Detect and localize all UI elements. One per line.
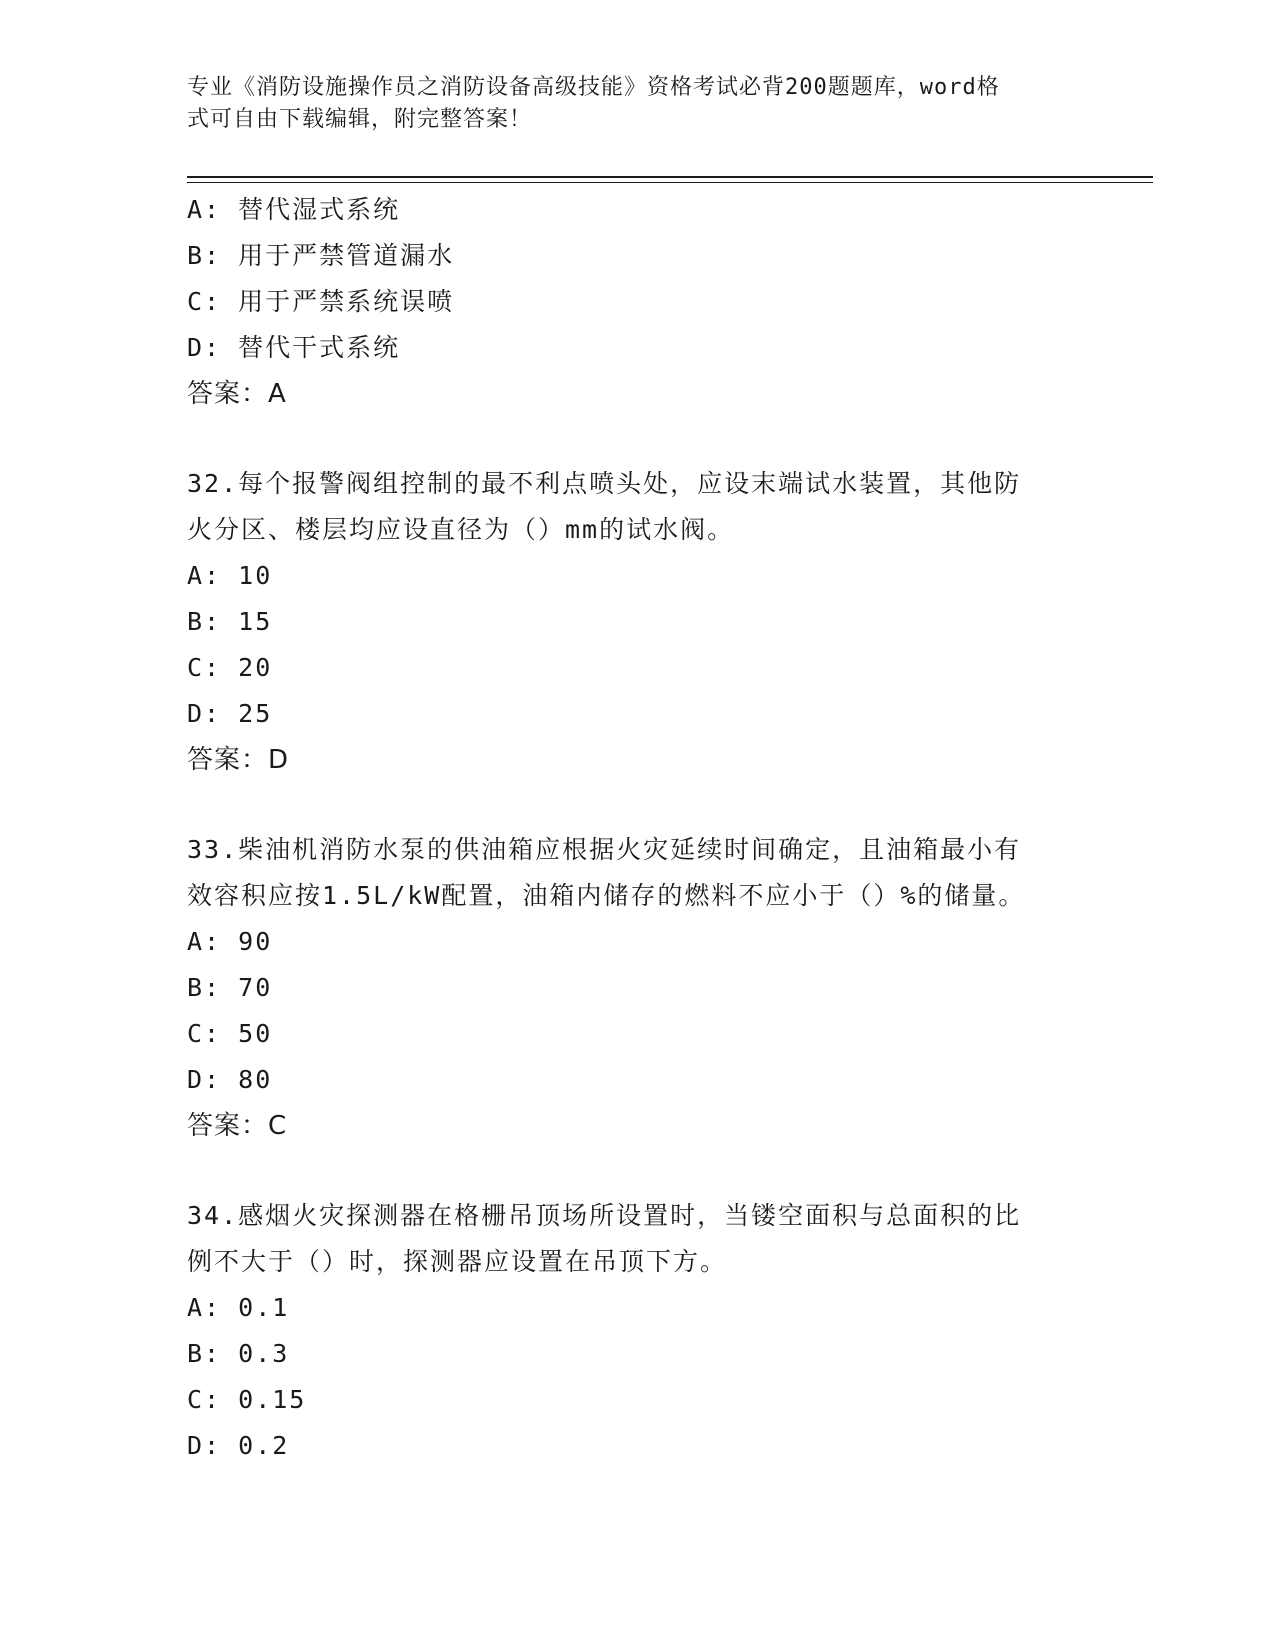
spacer	[187, 783, 1087, 827]
header-divider-thin	[187, 182, 1153, 183]
option-b: B: 用于严禁管道漏水	[187, 241, 455, 270]
option-b: B: 15	[187, 607, 273, 636]
header-line-1: 专业《消防设施操作员之消防设备高级技能》资格考试必背200题题库，word格	[187, 75, 1000, 100]
option-a: A: 10	[187, 561, 273, 590]
question-stem-line-2: 火分区、楼层均应设直径为（）mm的试水阀。	[187, 515, 735, 544]
option-d: D: 25	[187, 699, 273, 728]
option-d: D: 替代干式系统	[187, 333, 401, 362]
question-32	[187, 461, 1087, 783]
option-d: D: 0.2	[187, 1431, 290, 1460]
option-d: D: 80	[187, 1065, 273, 1094]
option-a: A: 0.1	[187, 1293, 290, 1322]
question-list	[187, 187, 1087, 1469]
question-stem-line-2: 例不大于（）时，探测器应设置在吊顶下方。	[187, 1247, 728, 1276]
header-divider-thick	[187, 176, 1153, 178]
option-c: C: 50	[187, 1019, 273, 1048]
question-31-continued	[187, 187, 1087, 417]
option-a: A: 替代湿式系统	[187, 195, 401, 224]
answer-label: 答案：C	[187, 1111, 288, 1141]
question-33	[187, 827, 1087, 1149]
question-stem-line-1: 32.每个报警阀组控制的最不利点喷头处，应设末端试水装置，其他防	[187, 469, 1022, 498]
answer-label: 答案：D	[187, 745, 290, 775]
spacer	[187, 417, 1087, 461]
option-b: B: 0.3	[187, 1339, 290, 1368]
document-header	[187, 72, 1067, 136]
option-c: C: 0.15	[187, 1385, 307, 1414]
option-c: C: 20	[187, 653, 273, 682]
option-a: A: 90	[187, 927, 273, 956]
option-b: B: 70	[187, 973, 273, 1002]
question-stem-line-1: 34.感烟火灾探测器在格栅吊顶场所设置时，当镂空面积与总面积的比	[187, 1201, 1022, 1230]
question-stem-line-2: 效容积应按1.5L/kW配置，油箱内储存的燃料不应小于（）%的储量。	[187, 881, 1026, 910]
option-c: C: 用于严禁系统误喷	[187, 287, 455, 316]
header-line-2: 式可自由下载编辑，附完整答案！	[187, 107, 533, 132]
question-stem-line-1: 33.柴油机消防水泵的供油箱应根据火灾延续时间确定，且油箱最小有	[187, 835, 1022, 864]
answer-label: 答案：A	[187, 379, 287, 409]
question-34	[187, 1193, 1087, 1469]
spacer	[187, 1149, 1087, 1193]
